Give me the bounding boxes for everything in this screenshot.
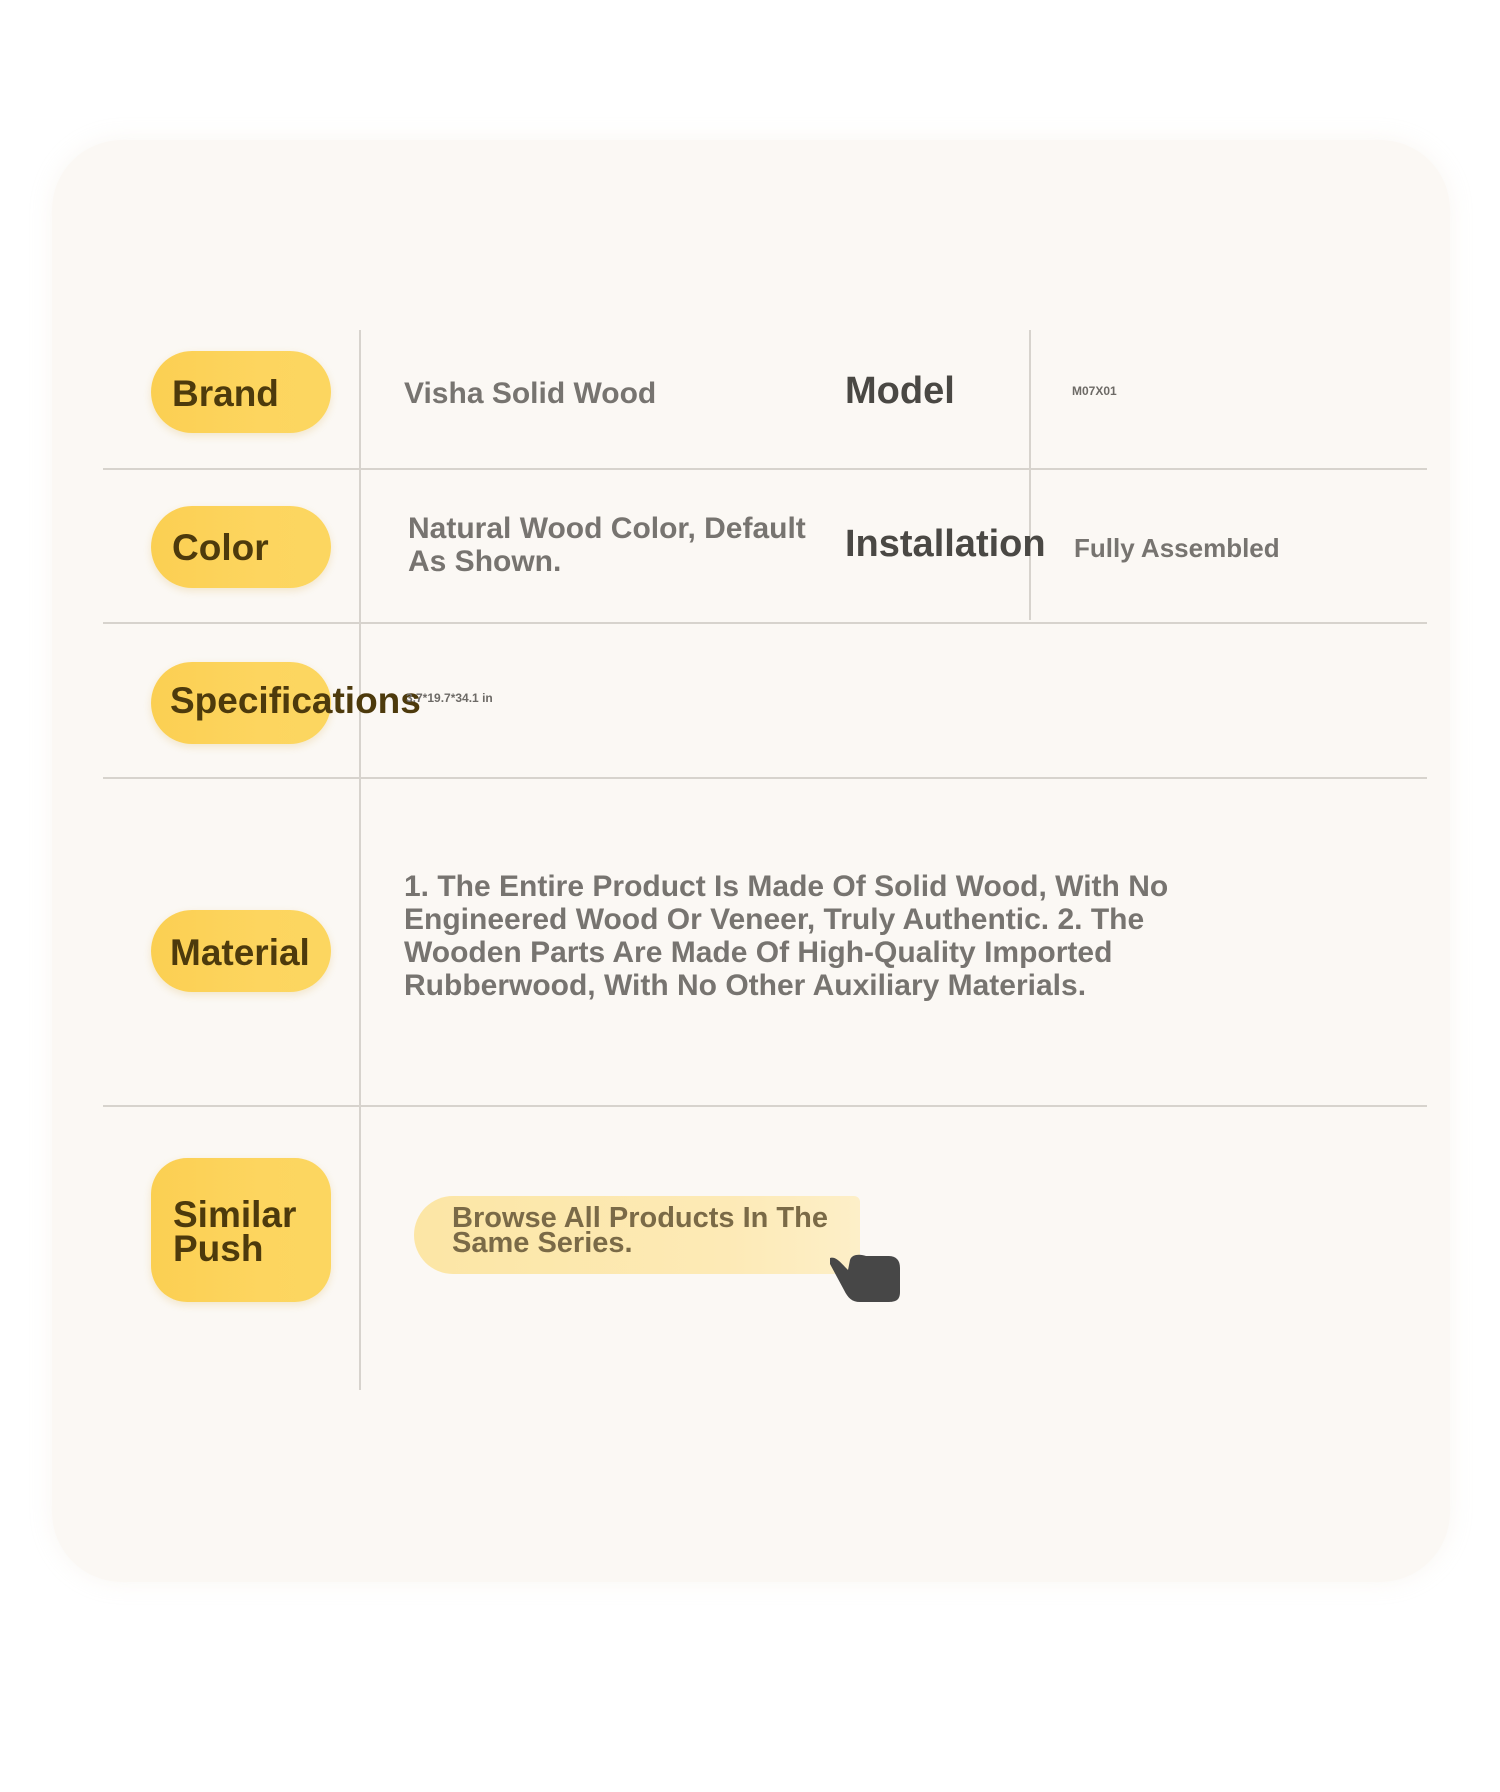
model-label: Model bbox=[845, 370, 955, 412]
color-label: Color bbox=[172, 527, 269, 568]
installation-value: Fully Assembled bbox=[1074, 533, 1280, 563]
similar-push-label: Similar Push bbox=[173, 1194, 297, 1269]
brand-value: Visha Solid Wood bbox=[404, 377, 657, 410]
pointing-hand-icon bbox=[826, 1252, 902, 1304]
column-divider bbox=[359, 330, 361, 1390]
row-divider bbox=[103, 1105, 1427, 1107]
model-value: M07X01 bbox=[1072, 384, 1117, 398]
browse-series-button-label: Browse All Products In The Same Series. bbox=[452, 1202, 828, 1259]
row-divider bbox=[103, 622, 1427, 624]
specifications-value: 3.7*19.7*34.1 in bbox=[406, 691, 493, 705]
column-divider bbox=[1029, 330, 1031, 620]
material-label: Material bbox=[170, 932, 310, 973]
color-value: Natural Wood Color, Default As Shown. bbox=[408, 512, 806, 578]
row-divider bbox=[103, 468, 1427, 470]
brand-label: Brand bbox=[172, 373, 279, 414]
row-divider bbox=[103, 777, 1427, 779]
installation-label: Installation bbox=[845, 523, 1046, 565]
specifications-label: Specifications bbox=[170, 680, 421, 721]
material-value: 1. The Entire Product Is Made Of Solid Wood, With No Engineered Wood Or Veneer, Truly Authentic. 2. The Wooden Parts Are Made Of High-Quality Imported Rubberwood, With No Other Auxiliary Materials. bbox=[404, 870, 1169, 1002]
